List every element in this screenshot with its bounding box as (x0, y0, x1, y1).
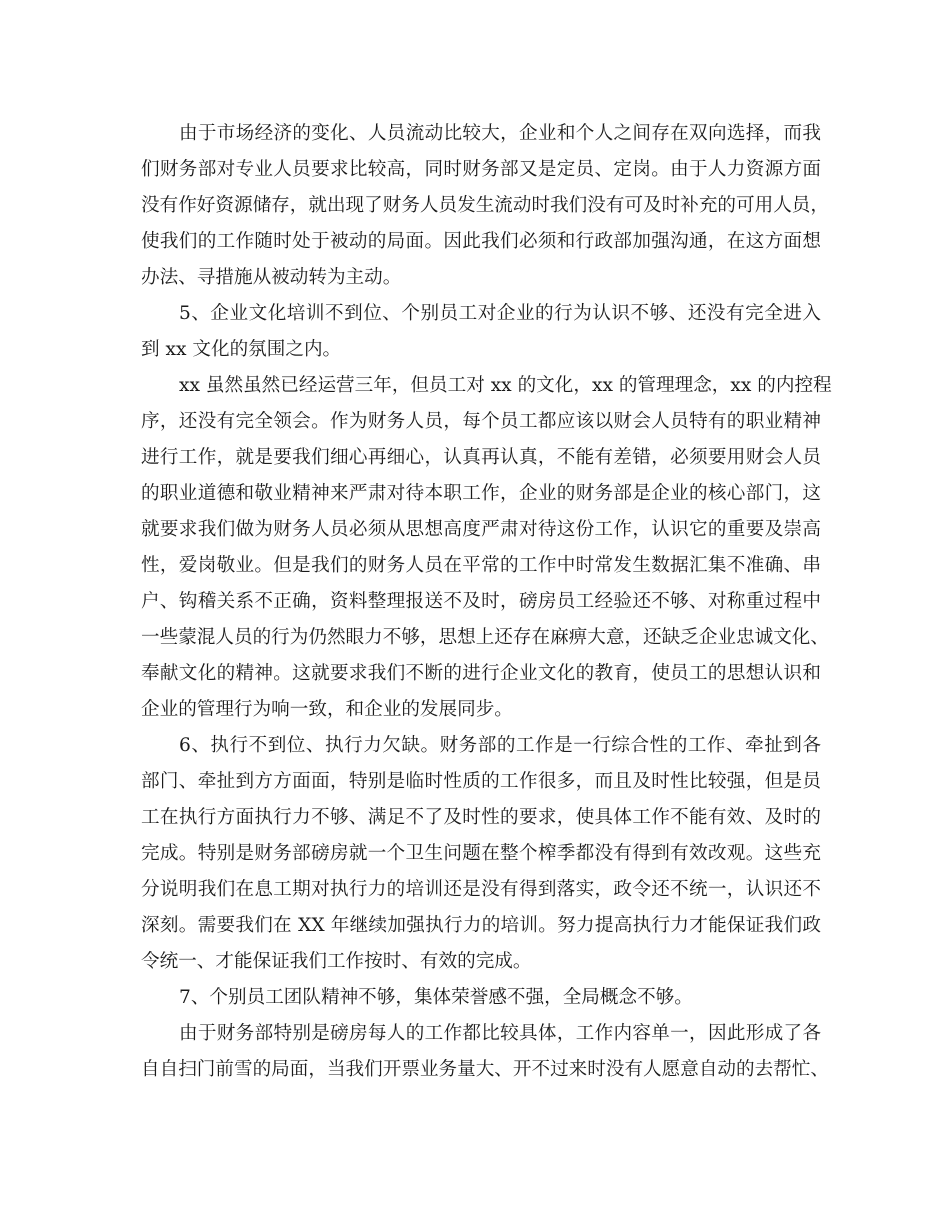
text-line: 7、个别员工团队精神不够，集体荣誉感不强，全局概念不够。 (179, 987, 693, 1008)
text-line: 分说明我们在息工期对执行力的培训还是没有得到落实，政令还不统一，认识还不 (141, 879, 821, 900)
text-line: 由于市场经济的变化、人员流动比较大，企业和个人之间存在双向选择，而我 (179, 123, 821, 144)
text-line: 们财务部对专业人员要求比较高，同时财务部又是定员、定岗。由于人力资源方面 (141, 159, 821, 180)
text-line: xx 虽然虽然已经运营三年，但员工对 xx 的文化，xx 的管理理念，xx 的内控程 (179, 375, 832, 396)
text-line: 企业的管理行为响一致，和企业的发展同步。 (141, 699, 513, 720)
text-line: 办法、寻措施从被动转为主动。 (141, 267, 402, 288)
text-line: 进行工作，就是要我们细心再细心，认真再认真，不能有差错，必须要用财会人员 (141, 447, 821, 468)
text-line: 5、企业文化培训不到位、个别员工对企业的行为认识不够、还没有完全进入 (179, 303, 821, 324)
text-line: 奉献文化的精神。这就要求我们不断的进行企业文化的教育，使员工的思想认识和 (141, 663, 821, 684)
text-line: 使我们的工作随时处于被动的局面。因此我们必须和行政部加强沟通，在这方面想 (141, 231, 821, 252)
document-body (141, 116, 832, 1088)
text-line: 由于财务部特别是磅房每人的工作都比较具体，工作内容单一，因此形成了各 (179, 1023, 821, 1044)
text-line: 部门、牵扯到方方面面，特别是临时性质的工作很多，而且及时性比较强，但是员 (141, 771, 821, 792)
text-line: 6、执行不到位、执行力欠缺。财务部的工作是一行综合性的工作、牵扯到各 (179, 735, 821, 756)
text-line: 序，还没有完全领会。作为财务人员，每个员工都应该以财会人员特有的职业精神 (141, 411, 821, 432)
text-line: 一些蒙混人员的行为仍然眼力不够，思想上还存在麻痹大意，还缺乏企业忠诚文化、 (141, 627, 829, 648)
text-line: 令统一、才能保证我们工作按时、有效的完成。 (141, 951, 532, 972)
text-line: 户、钩稽关系不正确，资料整理报送不及时，磅房员工经验还不够、对称重过程中 (141, 591, 821, 612)
text-line: 完成。特别是财务部磅房就一个卫生问题在整个榨季都没有得到有效改观。这些充 (141, 843, 821, 864)
text-line: 到 xx 文化的氛围之内。 (141, 339, 342, 360)
text-line: 深刻。需要我们在 XX 年继续加强执行力的培训。努力提高执行力才能保证我们政 (141, 915, 821, 936)
text-line: 没有作好资源储存，就出现了财务人员发生流动时我们没有可及时补充的可用人员， (141, 195, 829, 216)
text-line: 自自扫门前雪的局面，当我们开票业务量大、开不过来时没有人愿意自动的去帮忙、 (141, 1059, 829, 1080)
text-line: 工在执行方面执行力不够、满足不了及时性的要求，使具体工作不能有效、及时的 (141, 807, 821, 828)
text-line: 就要求我们做为财务人员必须从思想高度严肃对待这份工作，认识它的重要及崇高 (141, 519, 821, 540)
text-line: 的职业道德和敬业精神来严肃对待本职工作，企业的财务部是企业的核心部门，这 (141, 483, 821, 504)
text-line: 性，爱岗敬业。但是我们的财务人员在平常的工作中时常发生数据汇集不准确、串 (141, 555, 821, 576)
